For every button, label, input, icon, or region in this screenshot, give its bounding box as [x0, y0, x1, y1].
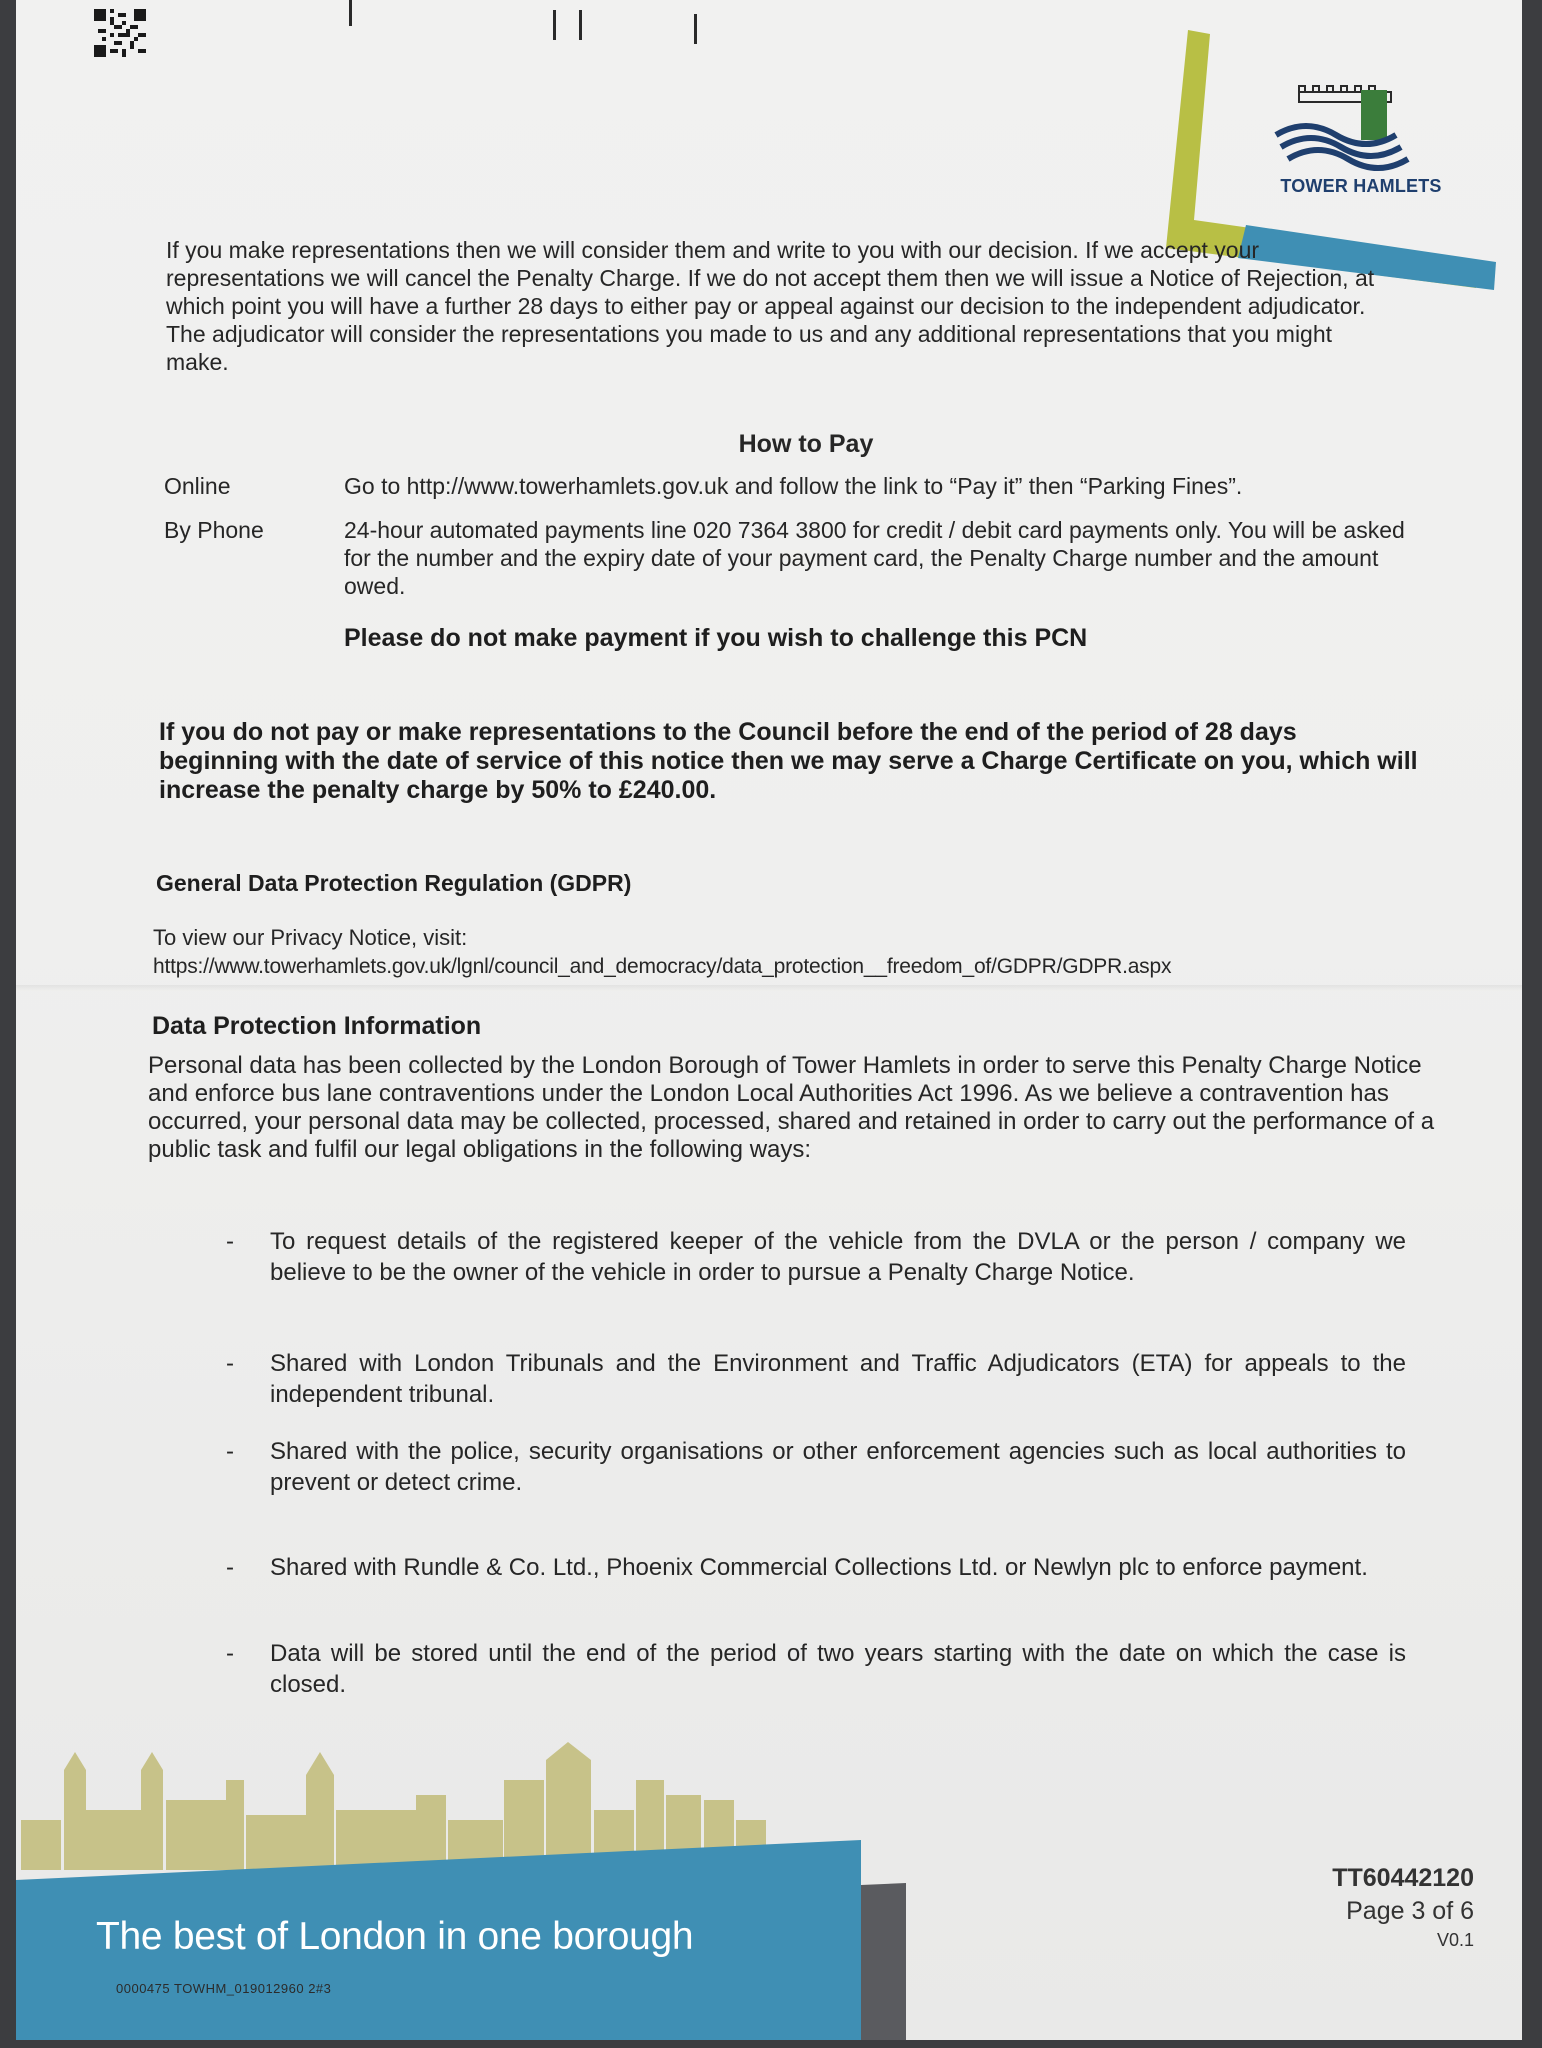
- list-item: [226, 1436, 1406, 1498]
- council-name: TOWER HAMLETS: [1280, 176, 1442, 196]
- qr-code-icon: [94, 8, 146, 58]
- list-dash: -: [226, 1228, 234, 1255]
- list-item: [226, 1226, 1406, 1288]
- list-dash: -: [226, 1640, 234, 1667]
- pay-online-text: Go to http://www.towerhamlets.gov.uk and follow the link to “Pay it” then “Parking Fines”.: [344, 473, 1243, 499]
- pcn-reference: TT60442120: [1332, 1864, 1474, 1892]
- charge-certificate-warning: If you do not pay or make representations to the Council before the end of the period of 28 days beginning with the date of service of this notice then we may serve a Charge Certificate on you, which will increase the penalty charge by 50% to £240.00.: [159, 718, 1418, 804]
- pay-online-label: Online: [164, 473, 231, 499]
- list-item-text: Shared with London Tribunals and the Environment and Traffic Adjudicators (ETA) for appeals to the independent tribunal.: [270, 1350, 1406, 1408]
- pay-phone-label: By Phone: [164, 517, 264, 543]
- list-item-text: Shared with the police, security organisations or other enforcement agencies such as local authorities to prevent or detect crime.: [270, 1438, 1406, 1496]
- list-dash: -: [226, 1438, 234, 1465]
- fold-mark: [349, 0, 352, 26]
- paper-fold: [16, 985, 1522, 991]
- representations-paragraph: If you make representations then we will consider them and write to you with our decision. If we accept your representations we will cancel the Penalty Charge. If we do not accept them then we will issue a Notice of Rejection, at which point you will have a further 28 days to either pay or appeal against our decision to the independent adjudicator. The adjudicator will consider the representations you made to us and any additional representations that you might make.: [166, 237, 1375, 375]
- pay-phone-text: 24-hour automated payments line 020 7364 3800 for credit / debit card payments only. You will be asked for the number and the expiry date of your payment card, the Penalty Charge number and the amount owed.: [344, 517, 1405, 599]
- data-protection-heading: Data Protection Information: [152, 1012, 482, 1040]
- letter-page: [16, 0, 1522, 2040]
- gdpr-heading: General Data Protection Regulation (GDPR): [156, 870, 632, 896]
- list-item: [226, 1552, 1406, 1583]
- list-dash: -: [226, 1350, 234, 1377]
- fold-mark: [694, 14, 697, 44]
- fold-mark: [579, 10, 582, 40]
- list-dash: -: [226, 1554, 234, 1581]
- privacy-notice-label: To view our Privacy Notice, visit:: [153, 925, 468, 950]
- version-label: V0.1: [1436, 1930, 1474, 1950]
- fold-mark: [553, 10, 556, 40]
- list-item: [226, 1348, 1406, 1410]
- privacy-notice-url: https://www.towerhamlets.gov.uk/lgnl/council_and_democracy/data_protection__freedom_of/GDPR/GDPR.aspx: [153, 955, 1172, 978]
- list-item: [226, 1638, 1406, 1700]
- page-number: Page 3 of 6: [1346, 1897, 1474, 1925]
- data-protection-paragraph: Personal data has been collected by the London Borough of Tower Hamlets in order to serve this Penalty Charge Notice and enforce bus lane contraventions under the London Local Authorities Act 1996. As we believe a contravention has occurred, your personal data may be collected, processed, shared and retained in order to carry out the performance of a public task and fulfil our legal obligations in the following ways:: [148, 1052, 1435, 1163]
- list-item-text: To request details of the registered keeper of the vehicle from the DVLA or the person / company we believe to be the owner of the vehicle in order to pursue a Penalty Charge Notice.: [270, 1228, 1406, 1286]
- list-item-text: Data will be stored until the end of the period of two years starting with the date on which the case is closed.: [270, 1640, 1406, 1698]
- document-code: 0000475 TOWHM_019012960 2#3: [116, 1981, 332, 1996]
- how-to-pay-heading: How to Pay: [738, 430, 874, 458]
- footer-banner: [16, 1740, 1522, 2040]
- pay-warning: Please do not make payment if you wish to challenge this PCN: [344, 624, 1088, 652]
- borough-slogan: The best of London in one borough: [96, 1915, 694, 1958]
- list-item-text: Shared with Rundle & Co. Ltd., Phoenix Commercial Collections Ltd. or Newlyn plc to enforce payment.: [270, 1554, 1368, 1581]
